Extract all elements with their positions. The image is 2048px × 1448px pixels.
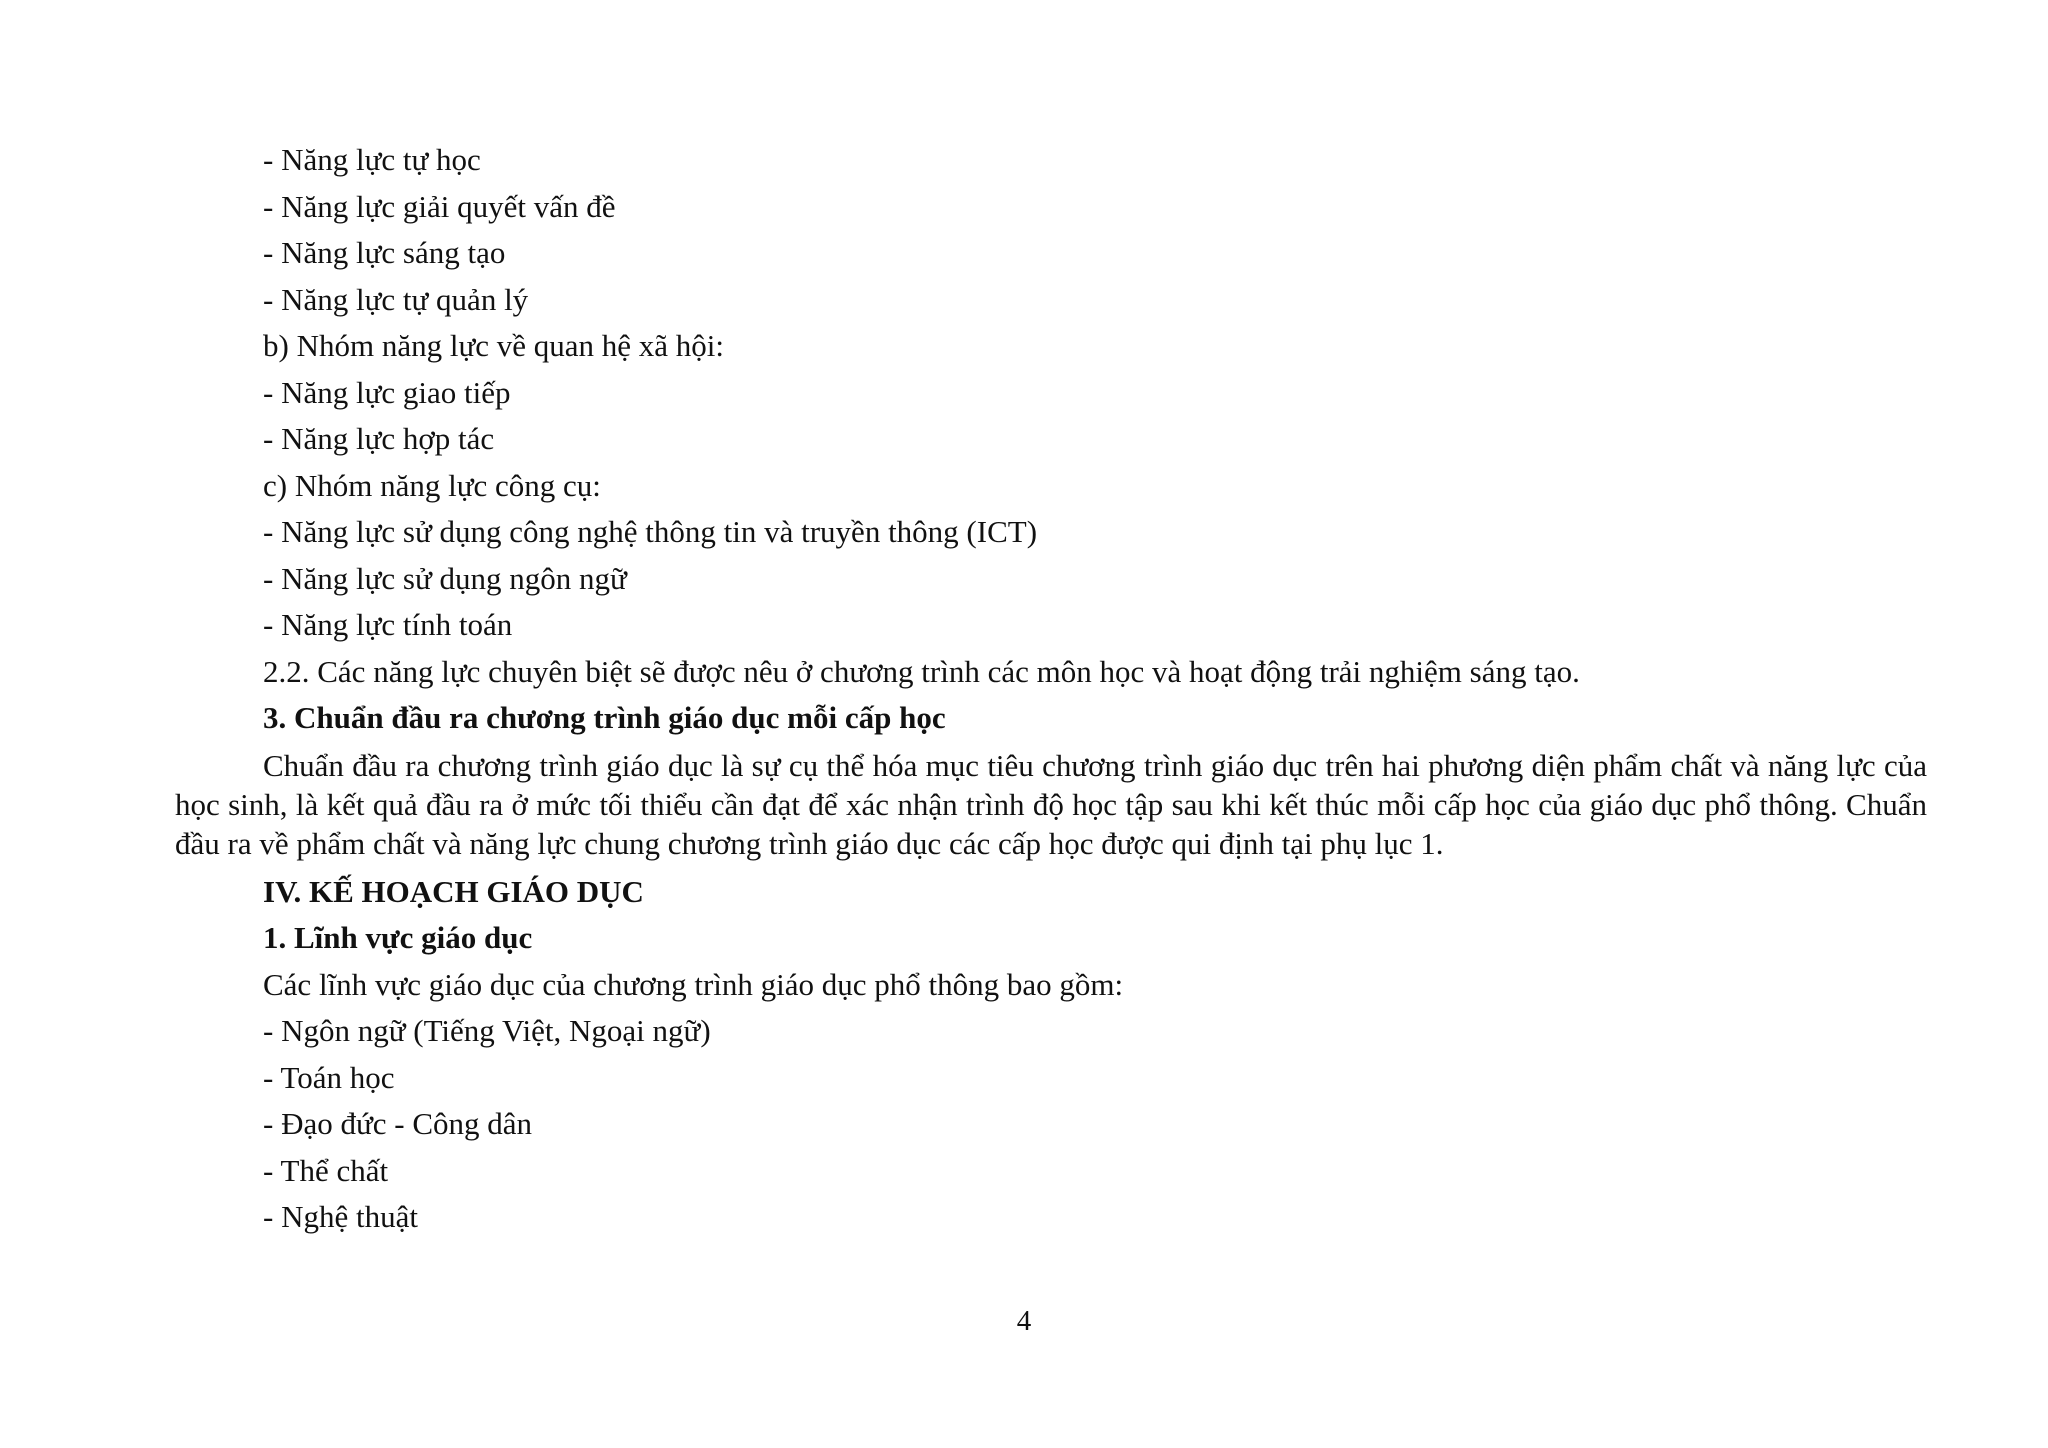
list-item: - Nghệ thuật	[263, 1199, 418, 1234]
body-paragraph: Chuẩn đầu ra chương trình giáo dục là sự cụ thể hóa mục tiêu chương trình giáo dục trên hai phương diện phẩm chất và năng lực của học sinh, là kết quả đầu ra ở mức tối thiểu cần đạt để xác nhận trình độ học tập sau khi kết thúc mỗi cấp học của giáo dục phổ thông. Chuẩn đầu ra về phẩm chất và năng lực chung chương trình giáo dục các cấp học được qui định tại phụ lục 1.	[175, 747, 1927, 861]
section-heading: 3. Chuẩn đầu ra chương trình giáo dục mỗi cấp học	[263, 700, 946, 735]
group-label: b) Nhóm năng lực về quan hệ xã hội:	[263, 328, 725, 363]
list-item: - Năng lực tự học	[263, 142, 481, 177]
intro-text: Các lĩnh vực giáo dục của chương trình giáo dục phổ thông bao gồm:	[263, 966, 1124, 1002]
list-item: - Thể chất	[263, 1152, 389, 1188]
list-item: - Toán học	[263, 1059, 395, 1095]
page-number: 4	[1016, 1305, 1032, 1337]
document-content	[175, 137, 1927, 1241]
section-text: 2.2. Các năng lực chuyên biệt sẽ được nêu ở chương trình các môn học và hoạt động trải nghiệm sáng tạo.	[263, 653, 1580, 689]
list-item: - Năng lực hợp tác	[263, 421, 495, 456]
list-item: - Ngôn ngữ (Tiếng Việt, Ngoại ngữ)	[263, 1013, 711, 1048]
list-item: - Năng lực sáng tạo	[263, 235, 506, 270]
list-item: - Năng lực giao tiếp	[263, 374, 511, 410]
list-item: - Năng lực sử dụng ngôn ngữ	[263, 560, 627, 596]
list-item: - Năng lực tính toán	[263, 607, 513, 642]
list-item: - Năng lực tự quản lý	[263, 281, 529, 317]
list-item: - Đạo đức - Công dân	[263, 1106, 533, 1141]
group-label: c) Nhóm năng lực công cụ:	[263, 467, 601, 503]
list-item: - Năng lực giải quyết vấn đề	[263, 188, 616, 224]
section-heading: 1. Lĩnh vực giáo dục	[263, 920, 533, 955]
list-item: - Năng lực sử dụng công nghệ thông tin và truyền thông (ICT)	[263, 514, 1038, 549]
chapter-heading: IV. KẾ HOẠCH GIÁO DỤC	[263, 873, 644, 909]
